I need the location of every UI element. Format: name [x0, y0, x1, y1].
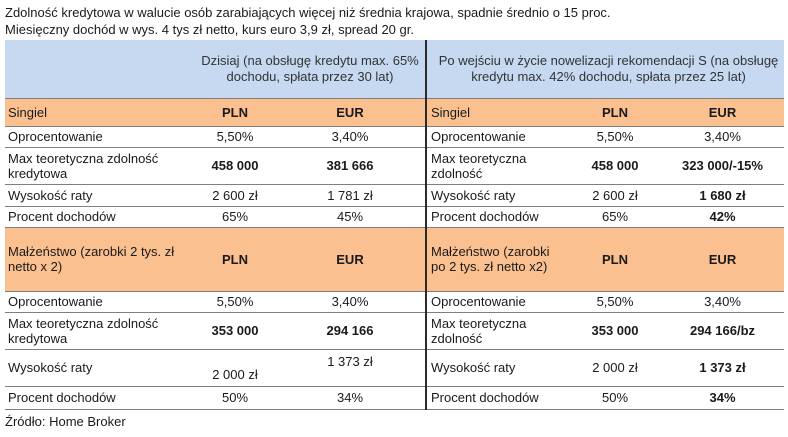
malzenstwo-right-row-pln: 353 000 — [591, 323, 639, 338]
singiel-right-row-label: Oprocentowanie — [431, 129, 526, 144]
malzenstwo-right-row-eur: 3,40% — [704, 294, 741, 309]
malzenstwo-left-row-pln: 5,50% — [216, 294, 254, 309]
malzenstwo-left-row-eur: 3,40% — [331, 294, 369, 309]
singiel-right-title: Singiel — [431, 104, 471, 120]
singiel-right-row-label: Wysokość raty — [431, 187, 516, 203]
malzenstwo-left-eur-head: EUR — [336, 251, 364, 267]
malzenstwo-left-title: Małżeństwo (zarobki 2 tys. zł netto x 2) — [8, 244, 175, 274]
singiel-right-row-pln: 458 000 — [591, 158, 639, 173]
singiel-right-row-eur: 1 680 zł — [699, 187, 746, 203]
singiel-right-row-pln: 65% — [601, 209, 629, 224]
malzenstwo-right-row-pln: 50% — [601, 390, 629, 405]
singiel-left-row-label: Oprocentowanie — [8, 129, 103, 144]
singiel-left-title: Singiel — [8, 104, 48, 120]
malzenstwo-right-row-label: Wysokość raty — [431, 360, 516, 375]
singiel-left-row-label: Max teoretyczna zdolność kredytowa — [8, 150, 159, 181]
caption-line-1: Zdolność kredytowa w walucie osób zarabiających więcej niż średnia krajowa, spadnie średnio o 15 proc. — [5, 5, 611, 20]
malzenstwo-left-row-eur: 294 166 — [326, 323, 374, 338]
malzenstwo-right-pln-head: PLN — [602, 251, 628, 267]
header-right: Po wejściu w życie nowelizacji rekomendacji S (na obsługę kredytu max. 42% dochodu, spłata przez 25 lat) — [438, 53, 779, 84]
malzenstwo-left-row-label: Wysokość raty — [8, 360, 93, 375]
singiel-right-row-pln: 5,50% — [596, 129, 634, 144]
singiel-right-row-eur: 323 000/-15% — [682, 158, 763, 173]
singiel-right-row-pln: 2 600 zł — [592, 187, 638, 203]
singiel-left-eur-head: EUR — [336, 104, 364, 120]
malzenstwo-left-row-label: Procent dochodów — [8, 390, 116, 405]
malzenstwo-right-eur-head: EUR — [708, 251, 737, 267]
singiel-left-row-label: Wysokość raty — [8, 187, 93, 203]
source-note: Źródło: Home Broker — [5, 414, 126, 429]
singiel-left-row-eur: 381 666 — [326, 158, 374, 173]
malzenstwo-right-row-eur: 294 166/bz — [689, 323, 756, 338]
singiel-right-row-label: Procent dochodów — [431, 209, 539, 224]
singiel-left-row-eur: 3,40% — [331, 129, 369, 144]
malzenstwo-right-row-eur: 34% — [709, 390, 736, 405]
malzenstwo-right-title: Małżeństwo (zarobki po 2 tys. zł netto x2) — [431, 244, 550, 274]
malzenstwo-left-row-eur: 34% — [336, 390, 364, 405]
singiel-left-row-eur: 45% — [336, 209, 364, 224]
singiel-right-eur-head: EUR — [708, 104, 737, 120]
singiel-left-row-pln: 5,50% — [216, 129, 254, 144]
malzenstwo-right-row-pln: 5,50% — [596, 294, 634, 309]
singiel-left-row-pln: 65% — [221, 209, 249, 224]
comparison-table — [5, 40, 784, 410]
malzenstwo-left-row-label: Oprocentowanie — [8, 294, 103, 309]
singiel-right-row-eur: 42% — [709, 209, 736, 224]
singiel-right-row-eur: 3,40% — [704, 129, 741, 144]
singiel-left-row-pln: 458 000 — [211, 158, 259, 173]
malzenstwo-right-row-pln: 2 000 zł — [592, 360, 638, 375]
malzenstwo-right-row-label: Max teoretyczna zdolność — [431, 315, 527, 346]
singiel-right-pln-head: PLN — [602, 104, 628, 120]
singiel-left-row-label: Procent dochodów — [8, 209, 116, 224]
malzenstwo-left-row-label: Max teoretyczna zdolność kredytowa — [8, 315, 159, 346]
section-divider — [425, 40, 427, 410]
caption-line-2: Miesięczny dochód w wys. 4 tys zł netto, kurs euro 3,9 zł, spread 20 gr. — [5, 22, 414, 37]
malzenstwo-left-row-pln: 353 000 — [211, 323, 259, 338]
malzenstwo-left-row-pln: 2 000 zł — [212, 366, 258, 382]
singiel-left-row-pln: 2 600 zł — [212, 187, 258, 203]
malzenstwo-right-row-eur: 1 373 zł — [699, 360, 746, 375]
malzenstwo-left-row-eur: 1 373 zł — [327, 353, 373, 369]
malzenstwo-right-row-label: Oprocentowanie — [431, 294, 526, 309]
singiel-left-pln-head: PLN — [222, 104, 248, 120]
malzenstwo-left-pln-head: PLN — [222, 251, 248, 267]
singiel-left-row-eur: 1 781 zł — [327, 187, 373, 203]
header-left: Dzisiaj (na obsługę kredytu max. 65% dochodu, spłata przez 30 lat) — [201, 53, 419, 84]
malzenstwo-right-row-label: Procent dochodów — [431, 390, 539, 405]
singiel-right-row-label: Max teoretyczna zdolność — [431, 150, 527, 181]
malzenstwo-left-row-pln: 50% — [221, 390, 249, 405]
